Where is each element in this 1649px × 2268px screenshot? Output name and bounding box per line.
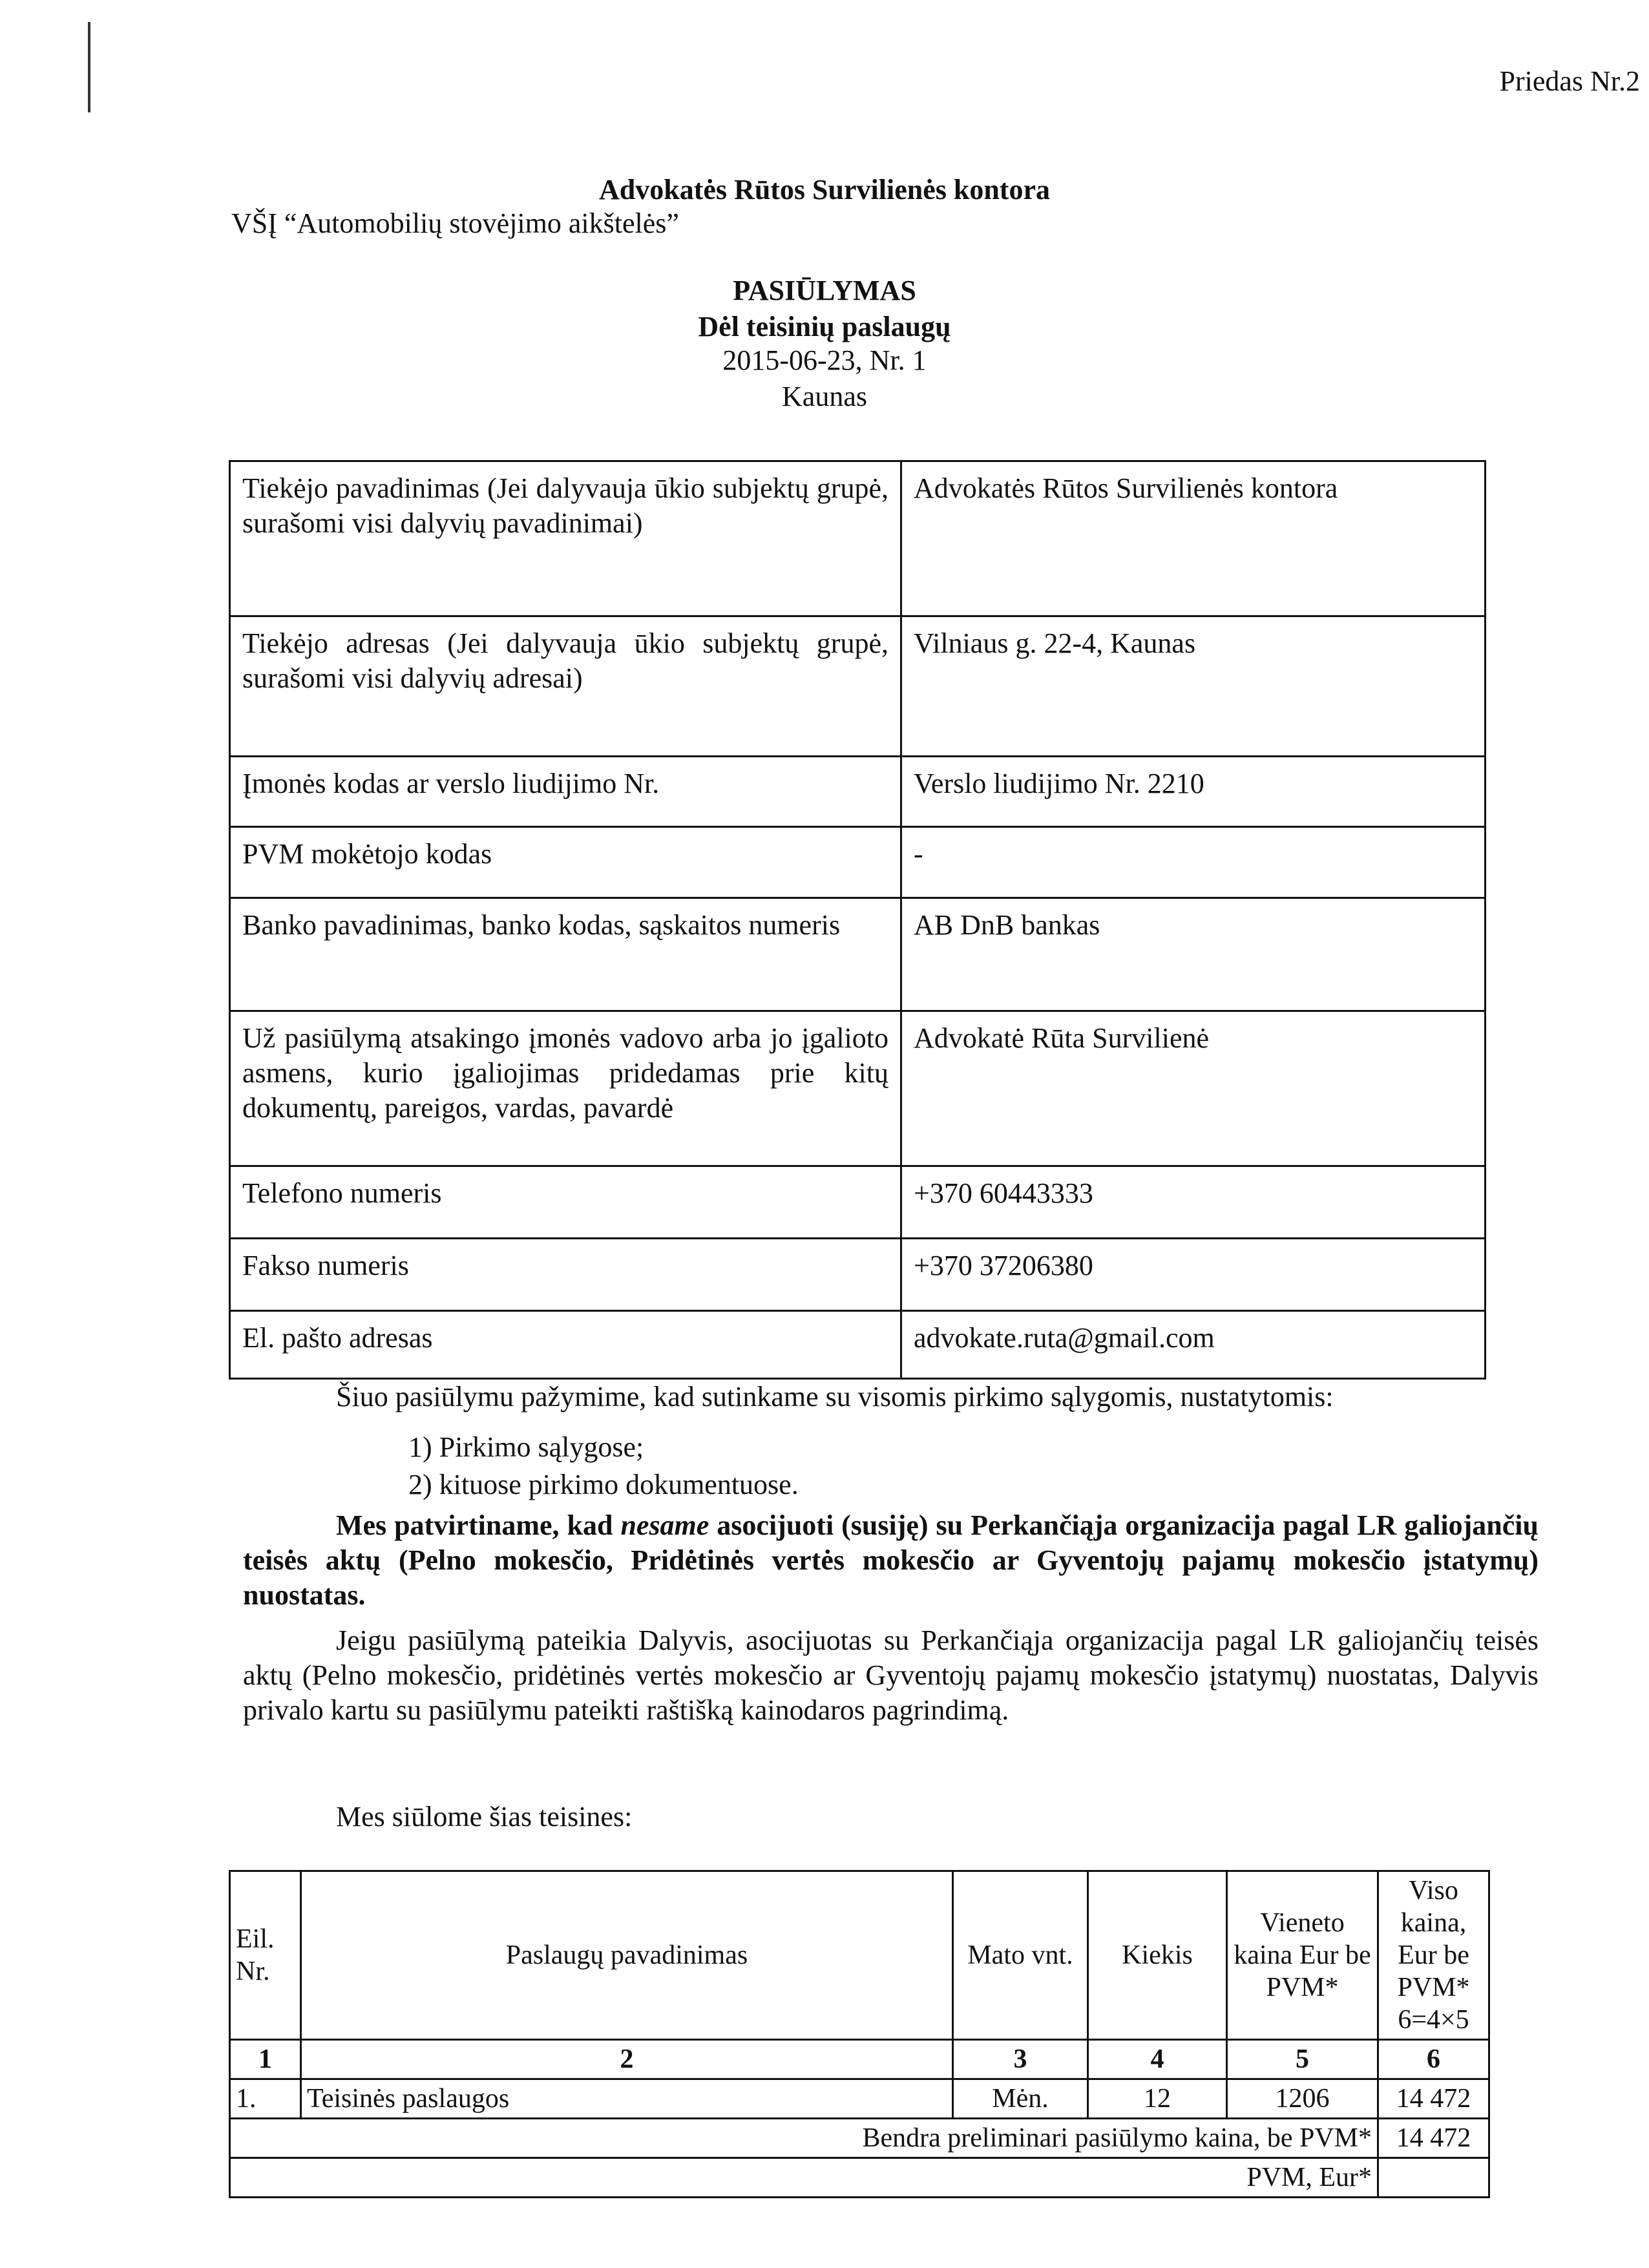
row-value: advokate.ruta@gmail.com	[901, 1311, 1486, 1379]
statement-text: Mes patvirtiname, kad	[336, 1509, 621, 1541]
row-value: Advokatė Rūta Survilienė	[901, 1011, 1486, 1166]
total-row	[230, 2119, 1489, 2158]
statement-text: asocijuoti (susiję) su Perkančiąja organizacija pagal LR galiojančių teisės aktų (Pelno mokesčio, Pridėtinės vertės mokesčio ar Gyventojų pajamų mokesčio įstatymų) nuostatas.	[243, 1509, 1539, 1611]
supplier-info-table	[229, 460, 1486, 1380]
header-unit: Mato vnt.	[953, 1871, 1088, 2040]
table-row	[230, 461, 1486, 616]
table-row	[230, 1011, 1486, 1166]
table-row	[230, 1239, 1486, 1311]
row-value: +370 37206380	[901, 1239, 1486, 1311]
row-value: Advokatės Rūtos Survilienės kontora	[901, 461, 1486, 616]
row-label: Tiekėjo pavadinimas (Jei dalyvauja ūkio subjektų grupė, surašomi visi dalyvių pavadinimai)	[230, 461, 901, 616]
row-quantity: 12	[1088, 2079, 1227, 2119]
row-label: Telefono numeris	[230, 1166, 901, 1239]
doc-title: PASIŪLYMAS	[733, 275, 916, 306]
recipient: VŠĮ “Automobilių stovėjimo aikštelės”	[231, 207, 679, 239]
row-service-name: Teisinės paslaugos	[301, 2079, 953, 2119]
col-number: 6	[1378, 2040, 1489, 2079]
row-total: 14 472	[1378, 2079, 1489, 2119]
association-note: Jeigu pasiūlymą pateikia Dalyvis, asocijuotas su Perkančiąja organizacija pagal LR galiojančių teisės aktų (Pelno mokesčio, pridėtinės vertės mokesčio ar Gyventojų pajamų mokesčio įstatymų) nuostatas, Dalyvis privalo kartu su pasiūlymu pateikti raštišką kainodaros pagrindimą.	[243, 1624, 1539, 1726]
row-label: Banko pavadinimas, banko kodas, sąskaitos numeris	[230, 898, 901, 1011]
col-number: 5	[1227, 2040, 1378, 2079]
table-row	[230, 827, 1486, 898]
price-table	[229, 1870, 1490, 2198]
table-header-row	[230, 1871, 1489, 2040]
total-label: Bendra preliminari pasiūlymo kaina, be PVM*	[230, 2119, 1378, 2158]
agreement-item: 1) Pirkimo sąlygose;	[408, 1431, 644, 1463]
scan-edge-mark	[88, 22, 90, 112]
row-unit: Mėn.	[953, 2079, 1088, 2119]
row-label: Už pasiūlymą atsakingo įmonės vadovo arba jo įgalioto asmens, kurio įgaliojimas pridedamas prie kitų dokumentų, pareigos, vardas, pavardė	[230, 1011, 901, 1166]
table-row	[230, 757, 1486, 827]
table-row	[230, 1166, 1486, 1239]
non-association-statement	[243, 1508, 1539, 1613]
vat-row	[230, 2158, 1489, 2198]
header-service-name: Paslaugų pavadinimas	[301, 1871, 953, 2040]
doc-date-number: 2015-06-23, Nr. 1	[722, 344, 927, 376]
table-row	[230, 616, 1486, 757]
row-label: Tiekėjo adresas (Jei dalyvauja ūkio subjektų grupė, surašomi visi dalyvių adresai)	[230, 616, 901, 757]
agreement-intro: Šiuo pasiūlymu pažymime, kad sutinkame su visomis pirkimo sąlygomis, nustatytomis:	[336, 1381, 1334, 1412]
table-row	[230, 1311, 1486, 1379]
doc-city: Kaunas	[782, 381, 867, 412]
row-no: 1.	[230, 2079, 301, 2119]
vat-value	[1378, 2158, 1489, 2198]
header-unit-price: Vieneto kaina Eur be PVM*	[1227, 1871, 1378, 2040]
col-number: 3	[953, 2040, 1088, 2079]
row-value: AB DnB bankas	[901, 898, 1486, 1011]
vat-label: PVM, Eur*	[230, 2158, 1378, 2198]
row-value: -	[901, 827, 1486, 898]
agreement-item: 2) kituose pirkimo dokumentuose.	[408, 1469, 799, 1500]
col-number: 4	[1088, 2040, 1227, 2079]
company-title: Advokatės Rūtos Survilienės kontora	[599, 174, 1050, 205]
total-value: 14 472	[1378, 2119, 1489, 2158]
column-number-row	[230, 2040, 1489, 2079]
row-unit-price: 1206	[1227, 2079, 1378, 2119]
row-value: +370 60443333	[901, 1166, 1486, 1239]
row-label: El. pašto adresas	[230, 1311, 901, 1379]
row-value: Verslo liudijimo Nr. 2210	[901, 757, 1486, 827]
statement-emphasis: nesame	[620, 1509, 709, 1541]
row-label: Įmonės kodas ar verslo liudijimo Nr.	[230, 757, 901, 827]
header-quantity: Kiekis	[1088, 1871, 1227, 2040]
table-row	[230, 898, 1486, 1011]
header-no: Eil. Nr.	[230, 1871, 301, 2040]
header-total: Viso kaina, Eur be PVM* 6=4×5	[1378, 1871, 1489, 2040]
table-row	[230, 2079, 1489, 2119]
offer-intro: Mes siūlome šias teisines:	[336, 1801, 633, 1832]
row-value: Vilniaus g. 22-4, Kaunas	[901, 616, 1486, 757]
annex-number: Priedas Nr.2	[1499, 65, 1640, 97]
row-label: Fakso numeris	[230, 1239, 901, 1311]
col-number: 2	[301, 2040, 953, 2079]
row-label: PVM mokėtojo kodas	[230, 827, 901, 898]
doc-subtitle: Dėl teisinių paslaugų	[698, 311, 951, 342]
col-number: 1	[230, 2040, 301, 2079]
